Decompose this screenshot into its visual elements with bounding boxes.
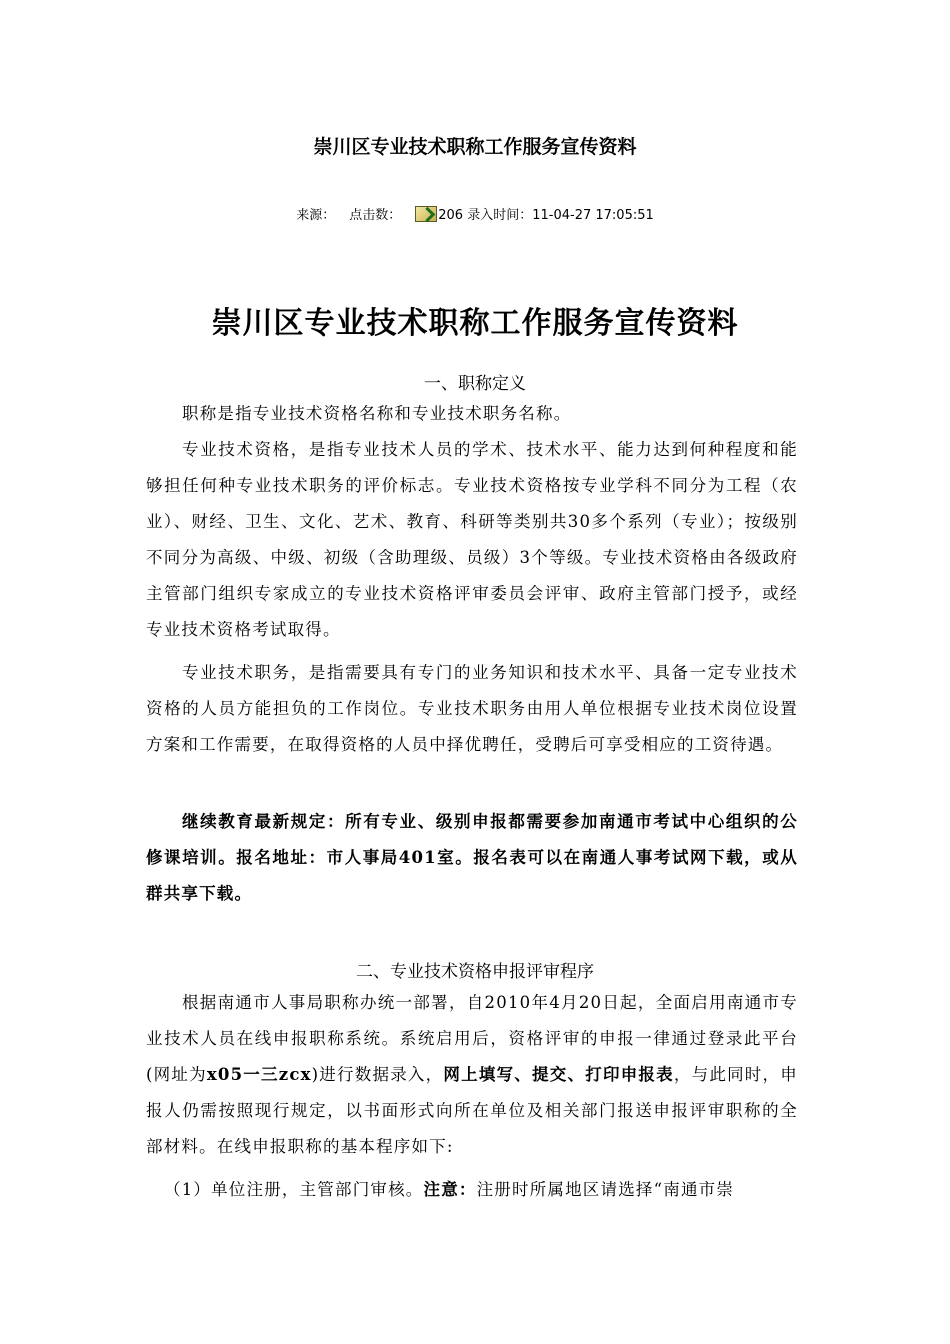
step1-text-b: 注册时所属地区请选择“南通市崇 — [476, 1180, 735, 1199]
article-meta — [0, 204, 950, 223]
online-system-text-b: )进行数据录入， — [311, 1065, 444, 1084]
website-address: x05一三zcx — [206, 1065, 312, 1084]
time-label: 录入时间： — [467, 208, 533, 223]
online-system-text-c: ，与此同时，申报人仍需按照现行规定，以书面形式向所在单位及相关部门报送申报评审职称的全部材料。在线申报职称的基本程序如下: — [146, 1065, 798, 1156]
page-header-title: 崇川区专业技术职称工作服务宣传资料 — [313, 136, 637, 158]
article-title: 崇川区专业技术职称工作服务宣传资料 — [211, 306, 739, 341]
step1-text-a: （1）单位注册，主管部门审核。 — [164, 1180, 424, 1199]
online-system-text-a: 根据南通市人事局职称办统一部署，自2010年4月20日起，全面启用南通市专业技术人员在线申报职称系统。系统启用后，资格评审的申报一律通过登录此平台(网址为 — [146, 993, 798, 1084]
paragraph-step-1 — [146, 1172, 798, 1208]
counter-icon — [415, 206, 437, 222]
paragraph-online-system — [146, 985, 798, 1165]
paragraph-qualification: 专业技术资格，是指专业技术人员的学术、技术水平、能力达到何种程度和能够担任何种专业技术职务的评价标志。专业技术资格按专业学科不同分为工程（农业）、财经、卫生、文化、艺术、教育、科研等类别共30多个系列（专业）；按级别不同分为高级、中级、初级（含助理级、员级）3个等级。专业技术资格由各级政府主管部门组织专家成立的专业技术资格评审委员会评审、政府主管部门授予，或经专业技术资格考试取得。 — [146, 440, 798, 639]
online-fill-instruction: 网上填写、提交、打印申报表 — [443, 1065, 674, 1084]
step1-attention: 注意： — [423, 1180, 477, 1199]
paragraph-position: 专业技术职务，是指需要具有专门的业务知识和技术水平、具备一定专业技术资格的人员方能担负的工作岗位。专业技术职务由用人单位根据专业技术岗位设置方案和工作需要，在取得资格的人员中择优聘任，受聘后可享受相应的工资待遇。 — [146, 663, 798, 754]
section-heading-procedure: 二、专业技术资格申报评审程序 — [356, 962, 594, 982]
notice-continuing-education: 继续教育最新规定：所有专业、级别申报都需要参加南通市考试中心组织的公修课培训。报名地址：市人事局401室。报名表可以在南通人事考试网下载，或从群共享下载。 — [146, 812, 798, 903]
clicks-value: 206 — [438, 208, 464, 223]
paragraph-definition: 职称是指专业技术资格名称和专业技术职务名称。 — [182, 404, 572, 423]
source-label: 来源： — [296, 208, 336, 223]
clicks-label: 点击数： — [349, 208, 402, 223]
time-value: 11-04-27 17:05:51 — [532, 208, 654, 223]
section-heading-definition: 一、职称定义 — [424, 374, 526, 394]
